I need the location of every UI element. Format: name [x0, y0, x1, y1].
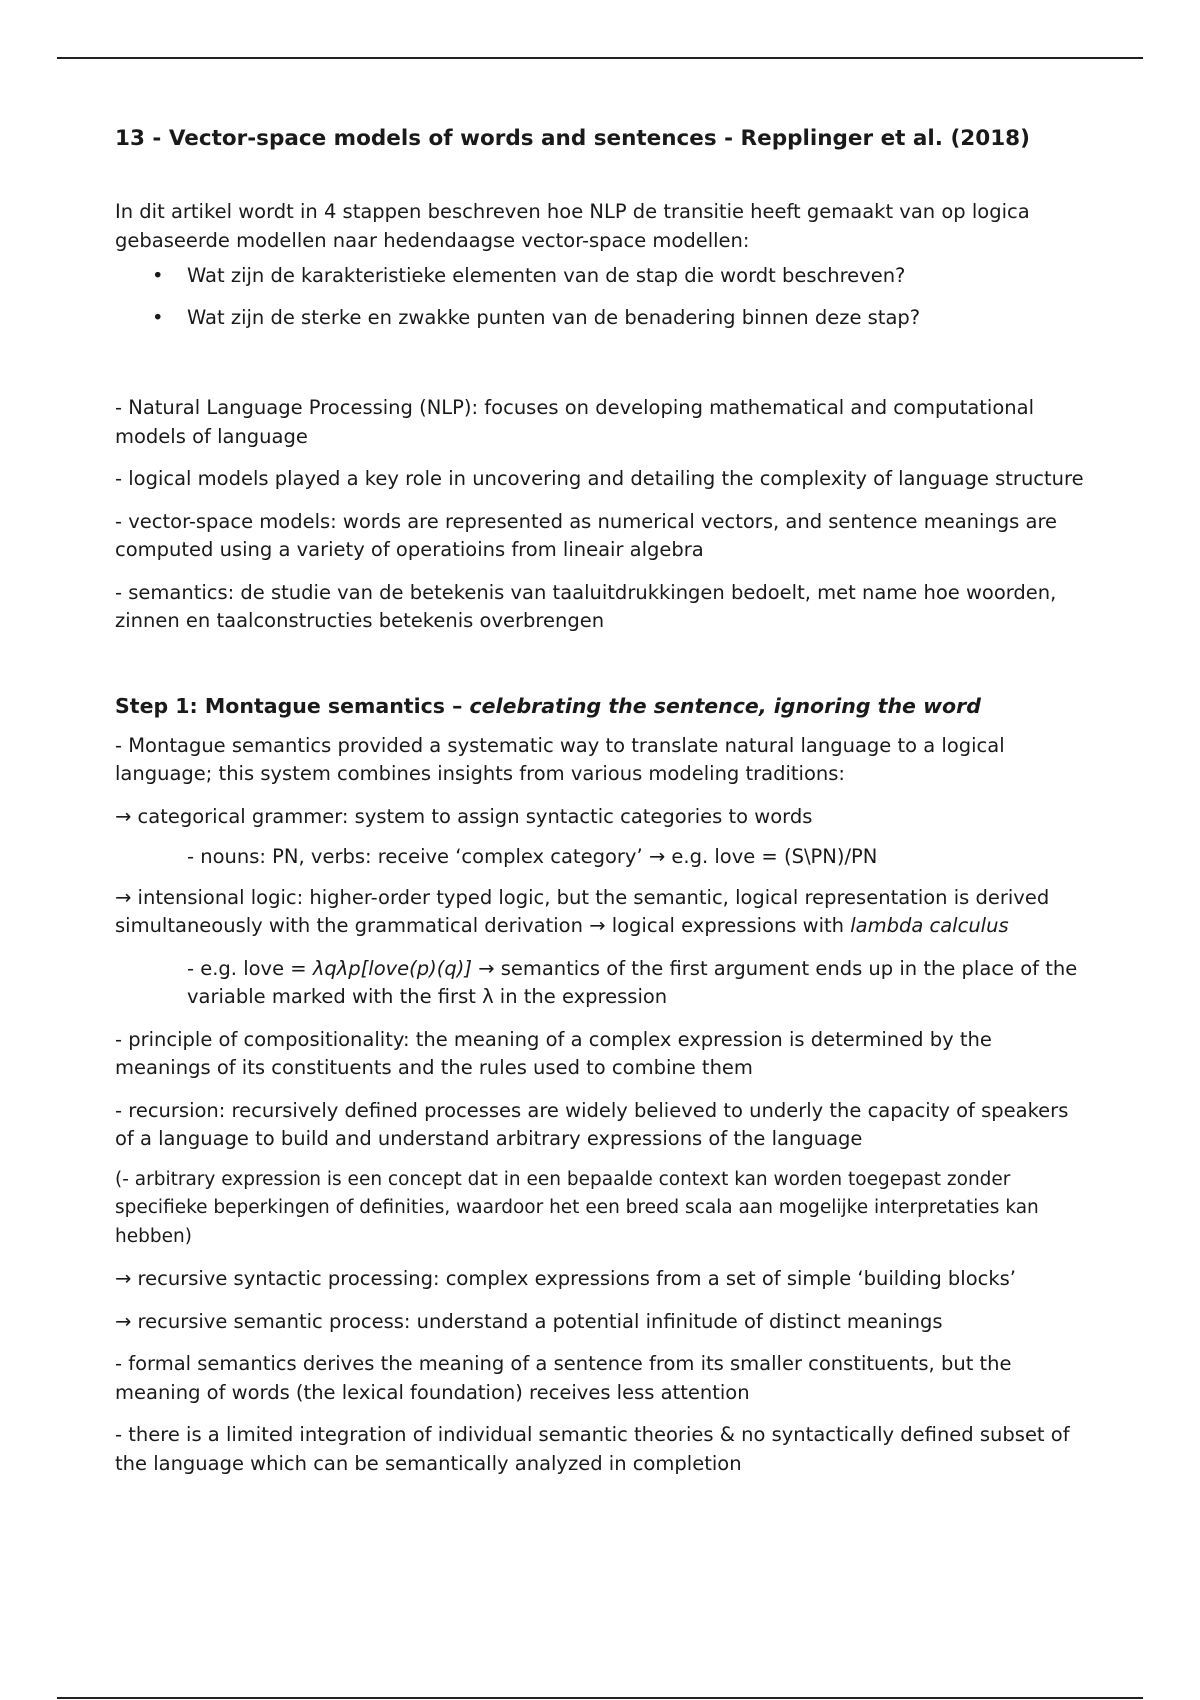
document-page	[115, 124, 1087, 1492]
step1-heading-italic: celebrating the sentence, ignoring the word	[469, 693, 981, 718]
definition-nlp: - Natural Language Processing (NLP): focuses on developing mathematical and computational models of language	[115, 396, 1035, 448]
definition-vector-space: - vector-space models: words are represented as numerical vectors, and sentence meanings are computed using a variety of operatioins from lineair algebra	[115, 509, 1058, 561]
lambda-formula: λqλp[love(p)(q)]	[312, 956, 472, 980]
intro-paragraph: In dit artikel wordt in 4 stappen beschreven hoe NLP de transitie heeft gemaakt van op logica gebaseerde modellen naar hedendaagse vector-space modellen:	[115, 200, 1030, 252]
categorical-example: - nouns: PN, verbs: receive ‘complex category’ → e.g. love = (S\PN)/PN	[187, 845, 878, 868]
recursive-syntactic: → recursive syntactic processing: complex expressions from a set of simple ‘building blocks’	[115, 1267, 1017, 1290]
categorical-grammar: → categorical grammer: system to assign syntactic categories to words	[115, 804, 813, 828]
recursion-paragraph: - recursion: recursively defined processes are widely believed to underly the capacity of speakers of a language to build and understand arbitrary expressions of the language	[115, 1098, 1069, 1150]
footer-rule	[57, 1697, 1143, 1699]
bullet-icon: •	[152, 305, 164, 329]
intensional-logic	[115, 884, 1087, 941]
lambda-example	[115, 955, 1087, 1012]
recursive-semantic: → recursive semantic process: understand a potential infinitude of distinct meanings	[115, 1309, 943, 1333]
question-text: Wat zijn de sterke en zwakke punten van de benadering binnen deze stap?	[187, 305, 921, 329]
lambda-calculus-term: lambda calculus	[850, 914, 1009, 937]
intensional-text: → intensional logic: higher-order typed logic, but the semantic, logical representation is derived simultaneously with the grammatical derivation → logical expressions with	[115, 885, 1050, 937]
document-title: 13 - Vector-space models of words and sentences - Repplinger et al. (2018)	[115, 126, 1030, 151]
question-list	[115, 262, 1087, 332]
question-text: Wat zijn de karakteristieke elementen van de stap die wordt beschreven?	[187, 264, 906, 287]
lambda-suffix: → semantics of the first argument ends up in the place of the variable marked with the first λ in the expression	[187, 956, 1078, 1008]
definition-semantics: - semantics: de studie van de betekenis van taaluitdrukkingen bedoelt, met name hoe woorden, zinnen en taalconstructies betekenis overbrengen	[115, 580, 1057, 632]
header-rule	[57, 57, 1143, 59]
arbitrary-expression-note: (- arbitrary expression is een concept dat in een bepaalde context kan worden toegepast zonder specifieke beperkingen of definities, waardoor het een breed scala aan mogelijke interpretaties kan hebben)	[115, 1168, 1039, 1247]
step1-heading-bold: Step 1: Montague semantics –	[115, 693, 470, 718]
lambda-prefix: - e.g. love =	[187, 956, 313, 980]
bullet-icon: •	[152, 264, 164, 287]
montague-paragraph: - Montague semantics provided a systematic way to translate natural language to a logical language; this system combines insights from various modeling traditions:	[115, 733, 1005, 785]
step1-heading	[115, 692, 1087, 720]
definition-logical-models: - logical models played a key role in uncovering and detailing the complexity of language structure	[115, 467, 1084, 490]
formal-semantics-paragraph: - formal semantics derives the meaning of a sentence from its smaller constituents, but the meaning of words (the lexical foundation) receives less attention	[115, 1352, 1012, 1404]
compositionality-paragraph: - principle of compositionality: the meaning of a complex expression is determined by the meanings of its constituents and the rules used to combine them	[115, 1027, 992, 1079]
list-item	[152, 304, 1087, 333]
limited-integration-paragraph: - there is a limited integration of individual semantic theories & no syntactically defined subset of the language which can be semantically analyzed in completion	[115, 1423, 1070, 1475]
list-item	[152, 262, 1087, 291]
